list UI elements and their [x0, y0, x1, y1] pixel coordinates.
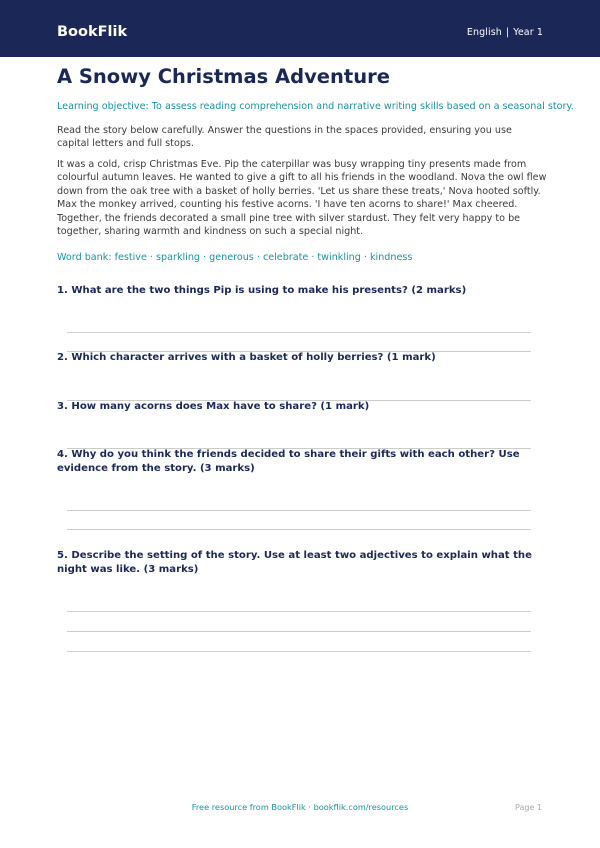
page-number: Page 1 — [515, 803, 542, 812]
story-text: It was a cold, crisp Christmas Eve. Pip the caterpillar was busy wrapping tiny presents made from colourful autumn leaves. He wanted to give a gift to all his friends in the woodland. Nova the owl flew down from the oak tree with a basket of holly berries. 'Let us share these treats,' Nova hooted softly. Max the monkey arrived, counting his festive acorns. 'I have ten acorns to share!' Max cheered. Together, the friends decorated a small pine tree with silver stardust. They felt very happy to be together, sharing warmth and kindness on such a special night. — [57, 159, 547, 238]
question-3: 3. How many acorns does Max have to share? (1 mark) — [57, 401, 370, 412]
learning-objective: Learning objective: To assess reading comprehension and narrative writing skills based on a seasonal story. — [57, 101, 574, 112]
question-1: 1. What are the two things Pip is using to make his presents? (2 marks) — [57, 285, 467, 296]
brand-logo-text[interactable]: BookFlik — [57, 24, 128, 40]
footer-resource-link[interactable]: Free resource from BookFlik · bookflik.com/resources — [191, 802, 409, 812]
answer-line[interactable] — [67, 332, 531, 333]
answer-line[interactable] — [67, 631, 531, 632]
question-5: 5. Describe the setting of the story. Use at least two adjectives to explain what the night was like. (3 marks) — [57, 550, 532, 575]
answer-line[interactable] — [67, 651, 531, 652]
question-2: 2. Which character arrives with a basket of holly berries? (1 mark) — [57, 352, 436, 363]
subject-label: English — [466, 27, 502, 38]
answer-line[interactable] — [67, 611, 531, 612]
answer-line[interactable] — [67, 529, 531, 530]
year-label: Year 1 — [513, 27, 543, 38]
header-bar — [0, 0, 600, 57]
meta-separator: | — [505, 27, 510, 38]
instructions-text: Read the story below carefully. Answer the questions in the spaces provided, ensuring you use capital letters and full stops. — [57, 125, 512, 150]
word-bank: Word bank: festive · sparkling · generous · celebrate · twinkling · kindness — [57, 252, 413, 263]
answer-line[interactable] — [67, 510, 531, 511]
page-title: A Snowy Christmas Adventure — [57, 65, 390, 88]
question-4: 4. Why do you think the friends decided to share their gifts with each other? Use evidence from the story. (3 marks) — [57, 449, 520, 474]
header-meta — [467, 26, 543, 40]
